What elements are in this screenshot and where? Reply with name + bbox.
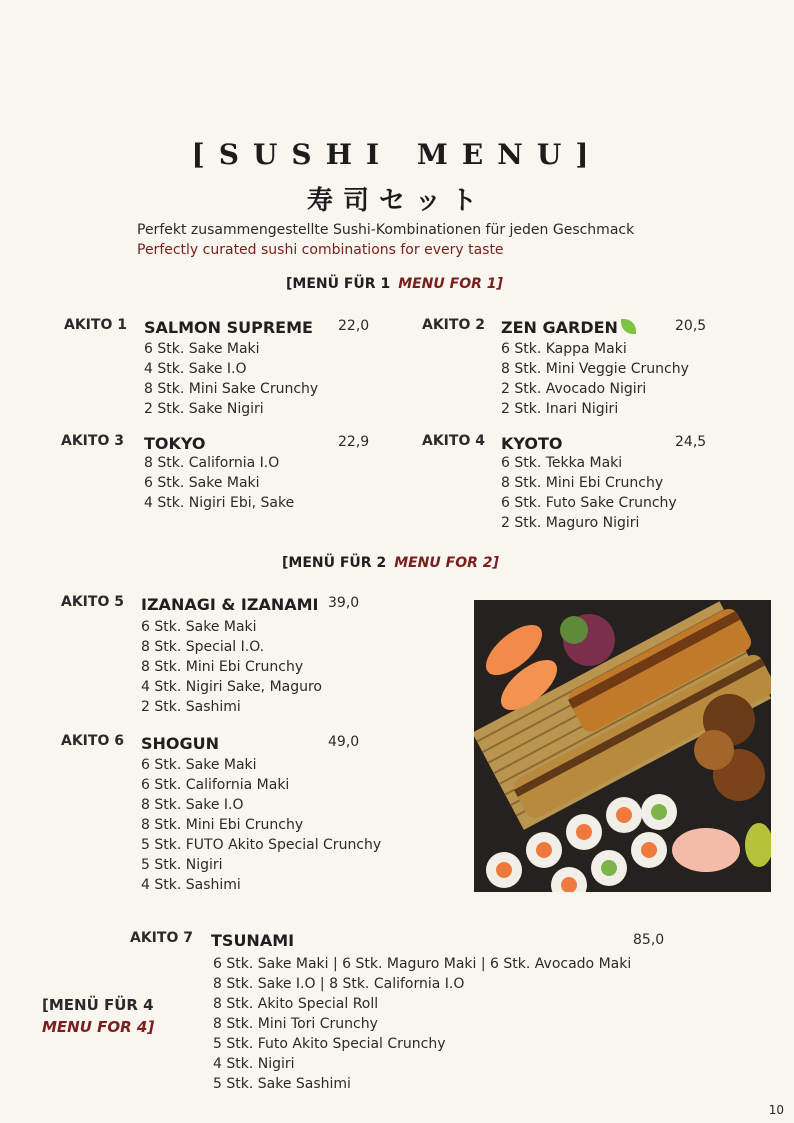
list-item: 2 Stk. Maguro Nigiri — [501, 515, 640, 531]
menu-price: 49,0 — [328, 734, 360, 750]
leaf-icon — [621, 319, 636, 334]
section-heading-menu-for-2 — [282, 555, 499, 571]
menu-name: SHOGUN — [141, 734, 220, 753]
section-label-en: MENU FOR 4] — [42, 1018, 155, 1036]
menu-name: TSUNAMI — [211, 931, 295, 950]
list-item: 5 Stk. Futo Akito Special Crunchy — [213, 1036, 446, 1052]
list-item: 6 Stk. Sake Maki — [141, 619, 257, 635]
section-label-de: [MENÜ FÜR 2 — [282, 555, 387, 571]
menu-price: 85,0 — [633, 932, 665, 948]
list-item: 6 Stk. Sake Maki — [144, 475, 260, 491]
list-item: 8 Stk. Mini Ebi Crunchy — [141, 659, 304, 675]
list-item: 5 Stk. Nigiri — [141, 857, 223, 873]
list-item: 8 Stk. Sake I.O — [141, 797, 244, 813]
list-item: 8 Stk. California I.O — [144, 455, 280, 471]
menu-price: 22,9 — [338, 434, 370, 450]
list-item: 5 Stk. FUTO Akito Special Crunchy — [141, 837, 382, 853]
menu-code: AKITO 2 — [422, 317, 485, 333]
list-item: 8 Stk. Mini Veggie Crunchy — [501, 361, 689, 377]
sushi-photo — [474, 600, 771, 892]
list-item: 4 Stk. Nigiri Sake, Maguro — [141, 679, 322, 695]
sushi-platter-image — [474, 600, 771, 892]
menu-price: 22,0 — [338, 318, 370, 334]
menu-items — [213, 954, 631, 1094]
section-label-en: MENU FOR 1] — [398, 276, 503, 292]
menu-name: KYOTO — [501, 434, 563, 453]
list-item: 4 Stk. Sashimi — [141, 877, 241, 893]
menu-price: 39,0 — [328, 595, 360, 611]
page-title: [SUSHI MENU] — [191, 138, 603, 171]
menu-code: AKITO 6 — [61, 733, 124, 749]
list-item: 8 Stk. Mini Tori Crunchy — [213, 1016, 378, 1032]
menu-items — [144, 453, 294, 513]
list-item: 4 Stk. Sake I.O — [144, 361, 247, 377]
menu-items — [501, 339, 689, 419]
list-item: 8 Stk. Mini Sake Crunchy — [144, 381, 319, 397]
list-item: 6 Stk. Sake Maki — [144, 341, 260, 357]
list-item: 8 Stk. Mini Ebi Crunchy — [141, 817, 304, 833]
menu-name-row — [501, 318, 636, 337]
list-item: 8 Stk. Akito Special Roll — [213, 996, 379, 1012]
menu-price: 20,5 — [675, 318, 707, 334]
list-item: 6 Stk. Tekka Maki — [501, 455, 623, 471]
menu-price: 24,5 — [675, 434, 707, 450]
list-item: 6 Stk. Sake Maki — [141, 757, 257, 773]
menu-code: AKITO 1 — [64, 317, 127, 333]
section-heading-menu-for-1 — [286, 276, 503, 292]
menu-name: TOKYO — [144, 434, 206, 453]
menu-items — [144, 339, 318, 419]
list-item: 2 Stk. Inari Nigiri — [501, 401, 619, 417]
menu-name: ZEN GARDEN — [501, 318, 618, 337]
menu-name: SALMON SUPREME — [144, 318, 313, 337]
menu-code: AKITO 5 — [61, 594, 124, 610]
section-label-en: MENU FOR 2] — [394, 555, 499, 571]
list-item: 8 Stk. Sake I.O | 8 Stk. California I.O — [213, 976, 465, 992]
page-number: 10 — [768, 1103, 784, 1117]
list-item: 2 Stk. Sake Nigiri — [144, 401, 264, 417]
subtitle-english: Perfectly curated sushi combinations for every taste — [137, 242, 504, 258]
section-label-de: [MENÜ FÜR 1 — [286, 276, 391, 292]
menu-name: IZANAGI & IZANAMI — [141, 595, 319, 614]
list-item: 2 Stk. Sashimi — [141, 699, 241, 715]
list-item: 8 Stk. Mini Ebi Crunchy — [501, 475, 664, 491]
menu-items — [141, 755, 381, 895]
section-heading-menu-for-4 — [42, 994, 154, 1038]
list-item: 6 Stk. California Maki — [141, 777, 290, 793]
page-title-japanese: 寿司セット — [306, 186, 487, 216]
menu-items — [501, 453, 677, 533]
list-item: 2 Stk. Avocado Nigiri — [501, 381, 647, 397]
list-item: 5 Stk. Sake Sashimi — [213, 1076, 351, 1092]
menu-items — [141, 617, 322, 717]
list-item: 6 Stk. Kappa Maki — [501, 341, 627, 357]
menu-code: AKITO 7 — [130, 930, 193, 946]
list-item: 6 Stk. Sake Maki | 6 Stk. Maguro Maki | 6 Stk. Avocado Maki — [213, 956, 632, 972]
list-item: 6 Stk. Futo Sake Crunchy — [501, 495, 677, 511]
list-item: 4 Stk. Nigiri Ebi, Sake — [144, 495, 295, 511]
list-item: 4 Stk. Nigiri — [213, 1056, 295, 1072]
subtitle-german: Perfekt zusammengestellte Sushi-Kombinationen für jeden Geschmack — [137, 222, 635, 238]
menu-code: AKITO 3 — [61, 433, 124, 449]
menu-code: AKITO 4 — [422, 433, 485, 449]
section-label-de: [MENÜ FÜR 4 — [42, 996, 154, 1014]
list-item: 8 Stk. Special I.O. — [141, 639, 265, 655]
